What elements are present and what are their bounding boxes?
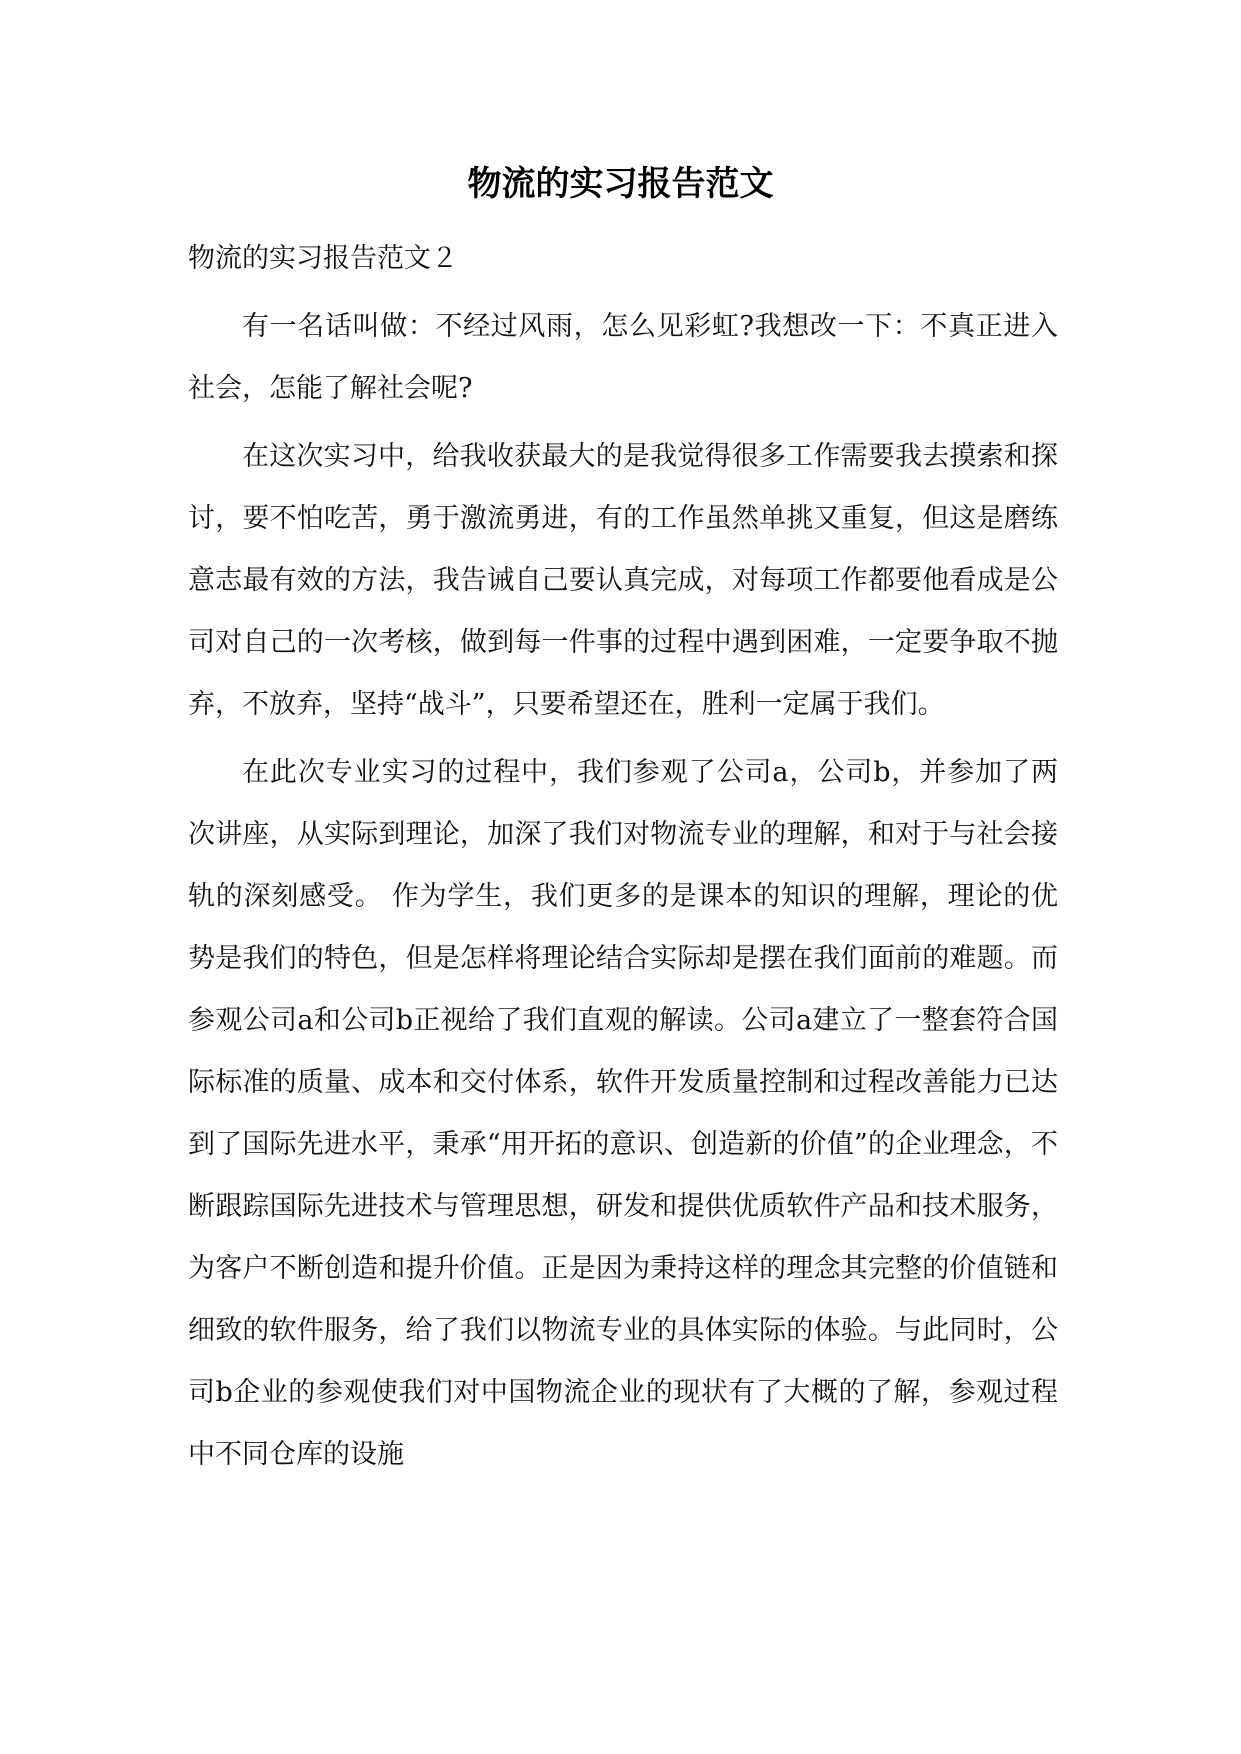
document-subtitle: 物流的实习报告范文２ [188, 243, 458, 274]
document-title: 物流的实习报告范文 [467, 164, 774, 204]
paragraph-1: 有一名话叫做：不经过风雨，怎么见彩虹?我想改一下：不真正进入社会，怎能了解社会呢? [188, 311, 1058, 404]
document-body [188, 228, 1058, 1492]
paragraph-3: 在此次专业实习的过程中，我们参观了公司a，公司b，并参加了两次讲座，从实际到理论，加深了我们对物流专业的理解，和对于与社会接轨的深刻感受。 作为学生，我们更多的是课本的知识的理解，理论的优势是我们的特色，但是怎样将理论结合实际却是摆在我们面前的难题。而参观公司a和公司b正视给了我们直观的解读。公司a建立了一整套符合国际标准的质量、成本和交付体系，软件开发质量控制和过程改善能力已达到了国际先进水平，秉承“用开拓的意识、创造新的价值”的企业理念，不断跟踪国际先进技术与管理思想，研发和提供优质软件产品和技术服务，为客户不断创造和提升价值。正是因为秉持这样的理念其完整的价值链和细致的软件服务，给了我们以物流专业的具体实际的体验。与此同时，公司b企业的参观使我们对中国物流企业的现状有了大概的了解，参观过程中不同仓库的设施 [188, 757, 1058, 1470]
paragraph-2: 在这次实习中，给我收获最大的是我觉得很多工作需要我去摸索和探讨，要不怕吃苦，勇于激流勇进，有的工作虽然单挑又重复，但这是磨练意志最有效的方法，我告诫自己要认真完成，对每项工作都要他看成是公司对自己的一次考核，做到每一件事的过程中遇到困难，一定要争取不抛弃，不放弃，坚持“战斗”，只要希望还在，胜利一定属于我们。 [188, 441, 1058, 720]
